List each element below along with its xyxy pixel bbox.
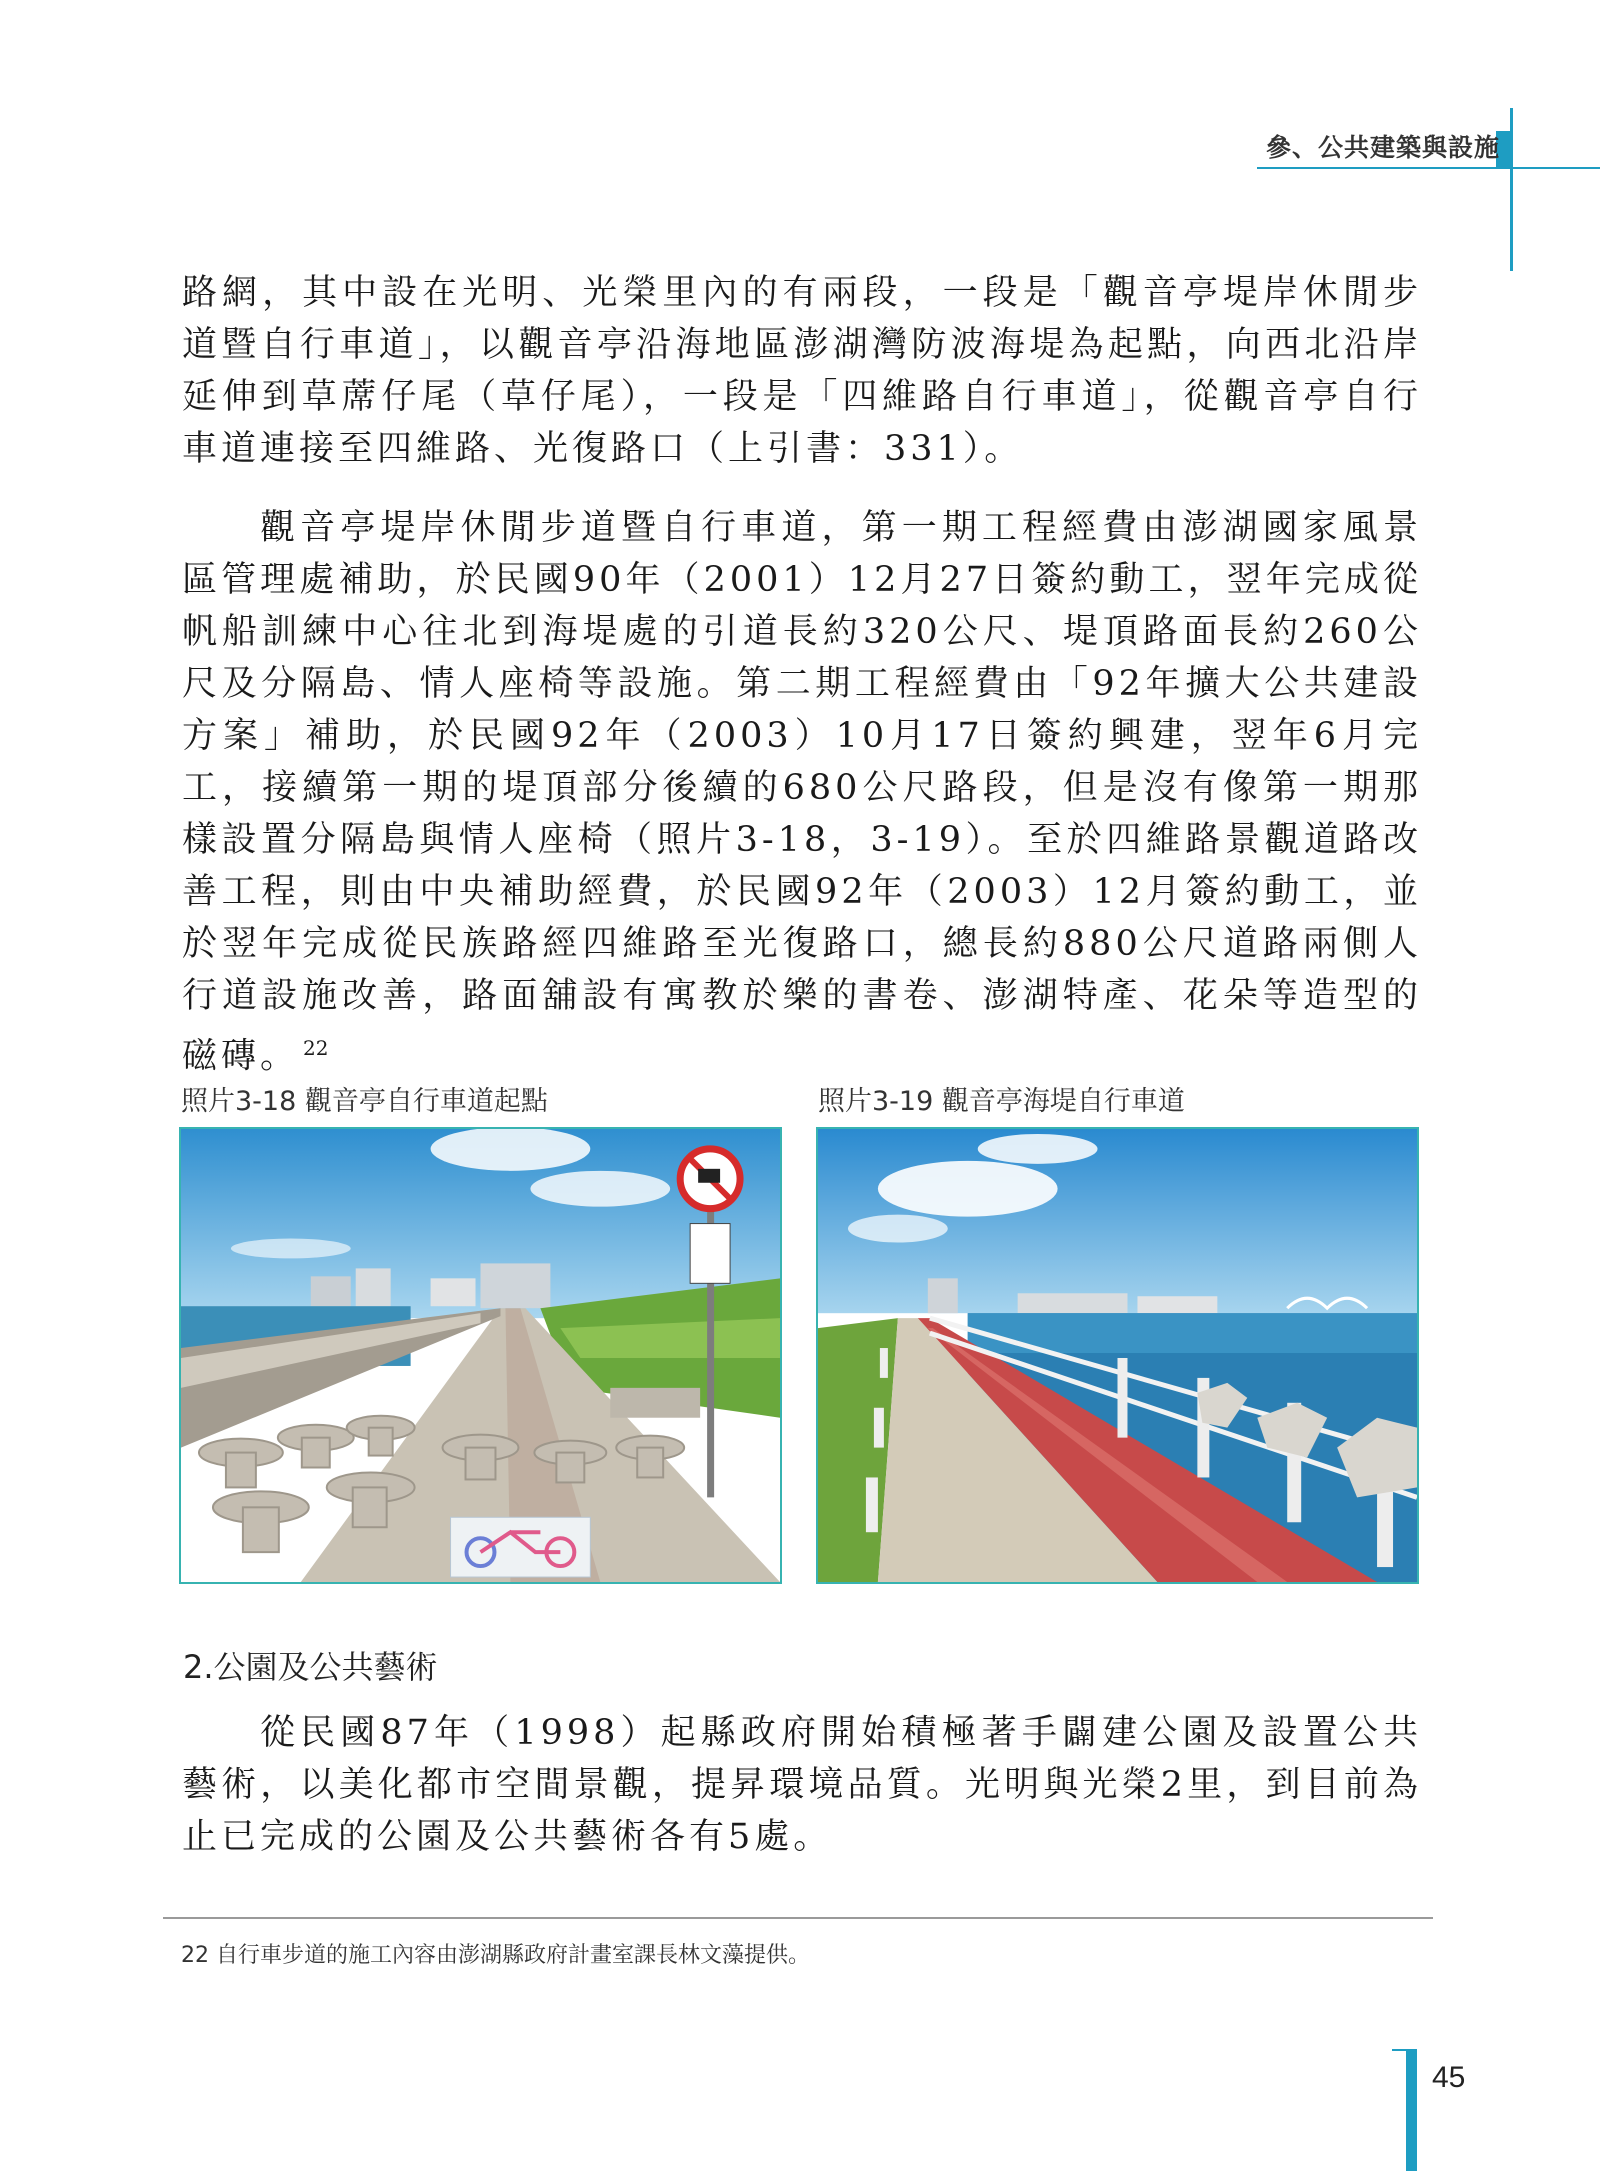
page-number-accent-bar [1406,2049,1417,2171]
paragraph-bikeway-history [182,502,1422,1083]
footnote-reference: 22 [303,1036,329,1060]
photo-seawall-bikeway [816,1127,1419,1584]
section-heading-parks: 2.公園及公共藝術 [183,1648,438,1686]
photo-caption-3-18: 照片3-18 觀音亭自行車道起點 [181,1086,548,1117]
running-header-title: 參、公共建築與設施 [1266,133,1501,162]
footnote-divider [163,1917,1433,1919]
header-accent-horizontal-line [1257,167,1600,169]
photo-bikeway-start [179,1127,782,1584]
paragraph-intro: 路網，其中設在光明、光榮里內的有兩段，一段是「觀音亭堤岸休閒步道暨自行車道」，以觀音亭沿海地區澎湖灣防波海堤為起點，向西北沿岸延伸到草蓆仔尾（草仔尾），一段是「四維路自行車道」，從觀音亭自行車道連接至四維路、光復路口（上引書：331）。 [182,273,1422,469]
paragraph-parks: 從民國87年（1998）起縣政府開始積極著手闢建公園及設置公共藝術，以美化都市空間景觀，提昇環境品質。光明與光榮2里，到目前為止已完成的公園及公共藝術各有5處。 [182,1713,1422,1857]
photo-caption-3-19: 照片3-19 觀音亭海堤自行車道 [818,1086,1185,1117]
page-number: 45 [1432,2061,1466,2094]
footnote-22: 22 自行車步道的施工內容由澎湖縣政府計畫室課長林文藻提供。 [181,1943,810,1968]
paragraph-bikeway-text: 觀音亭堤岸休閒步道暨自行車道，第一期工程經費由澎湖國家風景區管理處補助，於民國90年（2001）12月27日簽約動工，翌年完成從帆船訓練中心往北到海堤處的引道長約320公尺、堤頂路面長約260公尺及分隔島、情人座椅等設施。第二期工程經費由「92年擴大公共建設方案」補助，於民國92年（2003）10月17日簽約興建，翌年6月完工，接續第一期的堤頂部分後續的680公尺路段，但是沒有像第一期那樣設置分隔島與情人座椅（照片3-18，3-19）。至於四維路景觀道路改善工程，則由中央補助經費，於民國92年（2003）12月簽約動工，並於翌年完成從民族路經四維路至光復路口，總長約880公尺道路兩側人行道設施改善，路面舖設有寓教於樂的書卷、澎湖特產、花朵等造型的磁磚。 [182,508,1422,1077]
photo-seawall-bikeway-illustration [818,1129,1417,1582]
photo-bikeway-start-illustration [181,1129,780,1582]
